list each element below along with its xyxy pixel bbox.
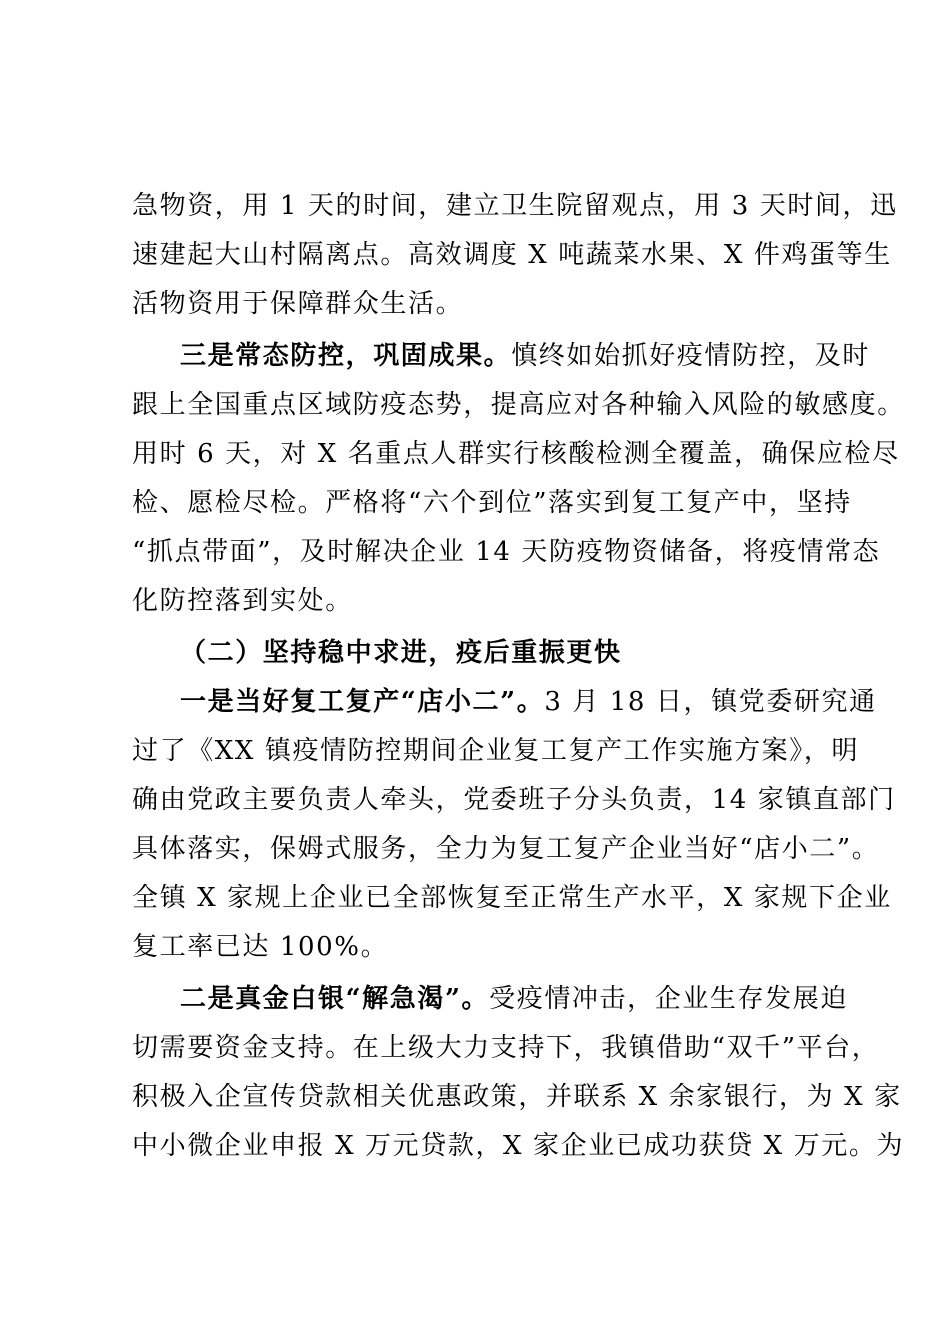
paragraph-2-line-5: “抓点带面”，及时解决企业 14 天防疫物资储备，将疫情常态 [132, 537, 881, 567]
paragraph-3-line-6: 复工率已达 100%。 [132, 932, 389, 962]
paragraph-1-line-2: 速建起大山村隔离点。高效调度 X 吨蔬菜水果、X 件鸡蛋等生 [132, 240, 892, 270]
paragraph-4-line-2: 切需要资金支持。在上级大力支持下，我镇借助“双千”平台， [132, 1033, 880, 1063]
paragraph-3-line-1-text: 3 月 18 日，镇党委研究通 [544, 687, 877, 717]
paragraph-4-line-4: 中小微企业申报 X 万元贷款，X 家企业已成功获贷 X 万元。为 [132, 1131, 905, 1161]
paragraph-2-line-3: 用时 6 天，对 X 名重点人群实行核酸检测全覆盖，确保应检尽 [132, 439, 900, 469]
paragraph-3-line-5: 全镇 X 家规上企业已全部恢复至正常生产水平，X 家规下企业 [132, 883, 892, 913]
paragraph-2-line-4: 检、愿检尽检。严格将“六个到位”落实到复工复产中，坚持 [132, 488, 852, 518]
paragraph-1-line-1: 急物资，用 1 天的时间，建立卫生院留观点，用 3 天时间，迅 [132, 191, 898, 221]
paragraph-2-line-1-text: 慎终如始抓好疫情防控，及时 [511, 341, 871, 371]
paragraph-3-line-3: 确由党政主要负责人牵头，党委班子分头负责，14 家镇直部门 [132, 785, 896, 815]
paragraph-4-line-1 [180, 983, 848, 1015]
paragraph-2-line-1 [180, 340, 870, 372]
paragraph-2-line-6: 化防控落到实处。 [132, 586, 353, 616]
paragraph-4-line-1-text: 受疫情冲击，企业生存发展迫 [489, 984, 848, 1014]
paragraph-3-line-2: 过了《XX 镇疫情防控期间企业复工复产工作实施方案》，明 [132, 736, 860, 766]
paragraph-2-line-2: 跟上全国重点区域防疫态势，提高应对各种输入风险的敏感度。 [132, 390, 905, 420]
paragraph-2-lead: 三是常态防控，巩固成果。 [180, 341, 512, 371]
section-heading: （二）坚持稳中求进，疫后重振更快 [180, 638, 622, 668]
paragraph-1-line-3: 活物资用于保障群众生活。 [132, 289, 464, 319]
paragraph-3-line-1 [180, 686, 877, 718]
paragraph-3-line-4: 具体落实，保姆式服务，全力为复工复产企业当好“店小二”。 [132, 834, 880, 864]
paragraph-3-lead: 一是当好复工复产“店小二”。 [180, 687, 545, 717]
paragraph-4-lead: 二是真金白银“解急渴”。 [180, 984, 490, 1014]
paragraph-4-line-3: 积极入企宣传贷款相关优惠政策，并联系 X 余家银行，为 X 家 [132, 1082, 902, 1112]
